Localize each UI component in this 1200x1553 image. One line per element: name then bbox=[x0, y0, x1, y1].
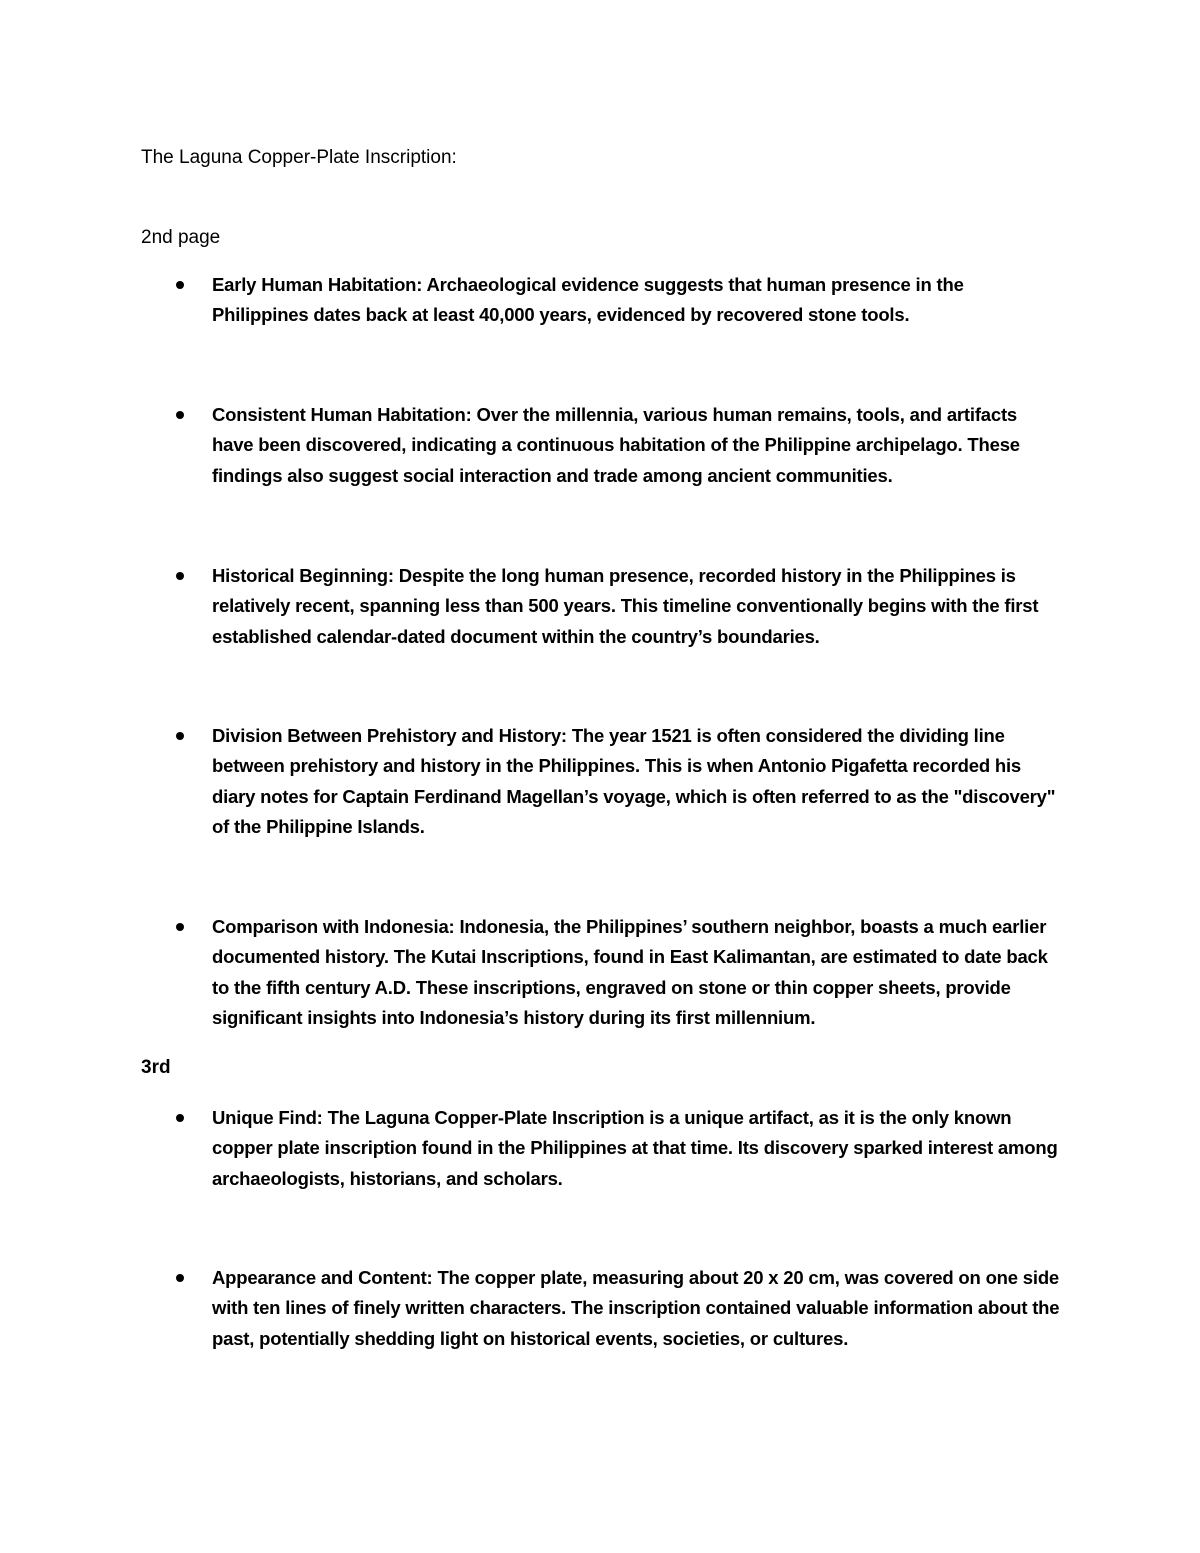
section-label-3rd: 3rd bbox=[141, 1057, 171, 1078]
bullet-dot-icon bbox=[176, 572, 184, 580]
list-item-text: Historical Beginning: Despite the long human presence, recorded history in the Philippines is relatively recent, spanning less than 500 years. This timeline conventionally begins with the first established calendar-dated document within the country’s boundaries. bbox=[212, 565, 1039, 647]
list-item-text: Unique Find: The Laguna Copper-Plate Inscription is a unique artifact, as it is the only known copper plate inscription found in the Philippines at that time. Its discovery sparked interest among archaeologists, historians, and scholars. bbox=[212, 1107, 1058, 1189]
bullet-dot-icon bbox=[176, 1274, 184, 1282]
list-item-text: Comparison with Indonesia: Indonesia, the Philippines’ southern neighbor, boasts a much earlier documented history. The Kutai Inscriptions, found in East Kalimantan, are estimated to date back to the fifth century A.D. These inscriptions, engraved on stone or thin copper sheets, provide significant insights into Indonesia’s history during its first millennium. bbox=[212, 916, 1048, 1029]
bullet-dot-icon bbox=[176, 923, 184, 931]
list-item-text: Appearance and Content: The copper plate, measuring about 20 x 20 cm, was covered on one side with ten lines of finely written characters. The inscription contained valuable information about the past, potentially shedding light on historical events, societies, or cultures. bbox=[212, 1267, 1060, 1349]
list-item bbox=[141, 1263, 1061, 1354]
bullet-dot-icon bbox=[176, 1114, 184, 1122]
list-item bbox=[141, 270, 1061, 331]
document-title: The Laguna Copper-Plate Inscription: bbox=[141, 147, 457, 168]
list-item-text: Division Between Prehistory and History: The year 1521 is often considered the dividing line between prehistory and history in the Philippines. This is when Antonio Pigafetta recorded his diary notes for Captain Ferdinand Magellan’s voyage, which is often referred to as the "discovery" of the Philippine Islands. bbox=[212, 725, 1056, 838]
list-item bbox=[141, 400, 1061, 491]
section-label-2nd-page: 2nd page bbox=[141, 227, 221, 248]
list-item bbox=[141, 561, 1061, 652]
bullet-dot-icon bbox=[176, 281, 184, 289]
list-item bbox=[141, 721, 1061, 843]
list-item bbox=[141, 1103, 1061, 1194]
bullet-dot-icon bbox=[176, 732, 184, 740]
list-item-text: Early Human Habitation: Archaeological evidence suggests that human presence in the Philippines dates back at least 40,000 years, evidenced by recovered stone tools. bbox=[212, 274, 964, 326]
list-item-text: Consistent Human Habitation: Over the millennia, various human remains, tools, and artifacts have been discovered, indicating a continuous habitation of the Philippine archipelago. These findings also suggest social interaction and trade among ancient communities. bbox=[212, 404, 1020, 486]
bullet-dot-icon bbox=[176, 411, 184, 419]
list-item bbox=[141, 912, 1061, 1034]
